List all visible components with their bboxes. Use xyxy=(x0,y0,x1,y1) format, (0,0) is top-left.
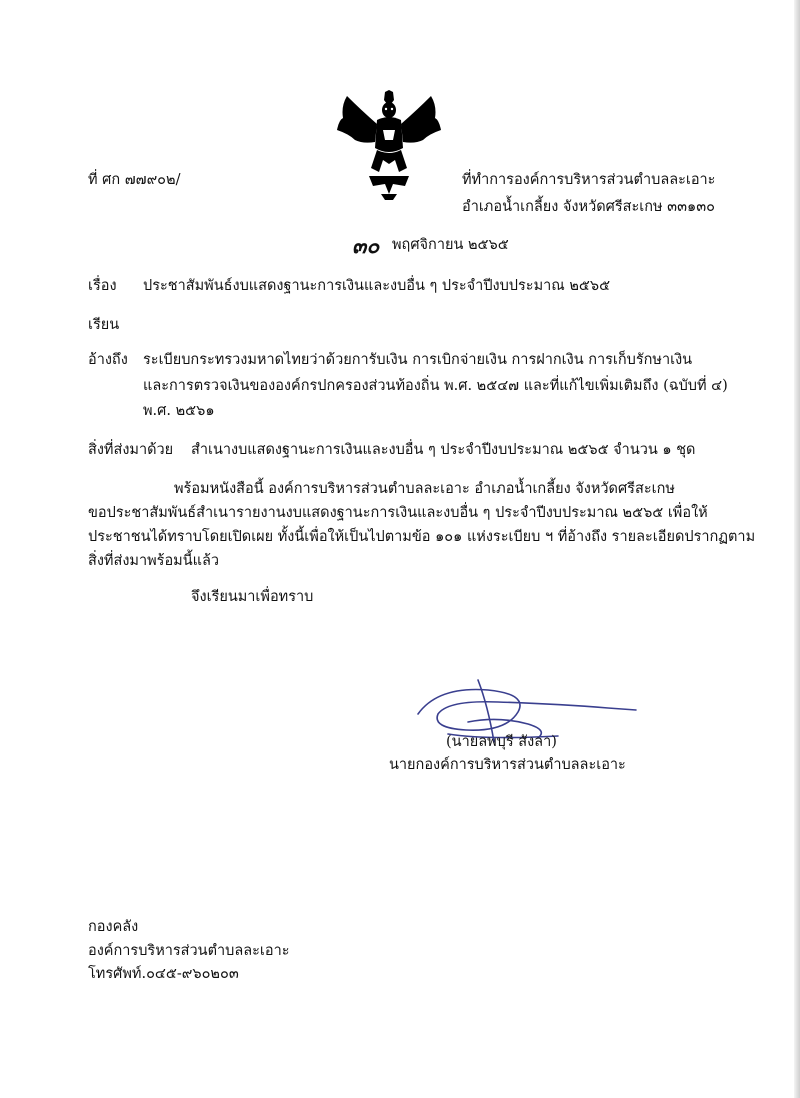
reference-label: อ้างถึง xyxy=(88,352,128,368)
office-address-line1: ที่ทำการองค์การบริหารส่วนตำบลละเอาะ xyxy=(462,172,716,188)
body-line2: ขอประชาสัมพันธ์สำเนารายงานงบแสดงฐานะการเงินและงบอื่น ๆ ประจำปีงบประมาณ ๒๕๖๕ เพื่อให้ xyxy=(88,505,708,521)
subject-text: ประชาสัมพันธ์งบแสดงฐานะการเงินและงบอื่น ๆ ประจำปีงบประมาณ ๒๕๖๕ xyxy=(143,278,611,294)
footer-org: องค์การบริหารส่วนตำบลละเอาะ xyxy=(88,943,290,959)
footer-division: กองคลัง xyxy=(88,919,139,935)
office-address-line2: อำเภอน้ำเกลี้ยง จังหวัดศรีสะเกษ ๓๓๑๓๐ xyxy=(462,199,715,215)
reference-line1: ระเบียบกระทรวงมหาดไทยว่าด้วยการับเงิน การเบิกจ่ายเงิน การฝากเงิน การเก็บรักษาเงิน xyxy=(143,352,693,368)
enclosure-label: สิ่งที่ส่งมาด้วย xyxy=(88,442,174,458)
page-edge-shadow xyxy=(794,0,800,1098)
closing-text: จึงเรียนมาเพื่อทราบ xyxy=(191,589,314,605)
signatory-name: (นายลพบุรี สังลา) xyxy=(446,734,557,750)
salutation-label: เรียน xyxy=(88,317,120,333)
garuda-emblem-icon xyxy=(333,90,445,202)
body-line1: พร้อมหนังสือนี้ องค์การบริหารส่วนตำบลละเอาะ อำเภอน้ำเกลี้ยง จังหวัดศรีสะเกษ xyxy=(174,481,675,497)
body-line3: ประชาชนได้ทราบโดยเปิดเผย ทั้งนี้เพื่อให้เป็นไปตามข้อ ๑๐๑ แห่งระเบียบ ฯ ที่อ้างถึง รายละเอียดปรากฏตาม xyxy=(88,529,756,545)
enclosure-text: สำเนางบแสดงฐานะการเงินและงบอื่น ๆ ประจำปีงบประมาณ ๒๕๖๕ จำนวน ๑ ชุด xyxy=(191,442,696,458)
footer-phone: โทรศัพท์.๐๔๕-๙๖๐๒๐๓ xyxy=(88,966,239,982)
signatory-position: นายกองค์การบริหารส่วนตำบลละเอาะ xyxy=(389,757,626,773)
reference-number: ที่ ศก ๗๗๙๐๒/ xyxy=(88,172,181,188)
date-month-year: พฤศจิกายน ๒๕๖๕ xyxy=(392,237,509,253)
date-day: ๓๐ xyxy=(352,233,380,258)
subject-label: เรื่อง xyxy=(88,278,117,294)
body-line4: สิ่งที่ส่งมาพร้อมนี้แล้ว xyxy=(88,553,220,569)
reference-line2: และการตรวจเงินขององค์กรปกครองส่วนท้องถิ่น พ.ศ. ๒๕๔๗ และที่แก้ไขเพิ่มเติมถึง (ฉบับที่ ๔) xyxy=(143,378,728,394)
reference-line3: พ.ศ. ๒๕๖๑ xyxy=(143,403,215,419)
